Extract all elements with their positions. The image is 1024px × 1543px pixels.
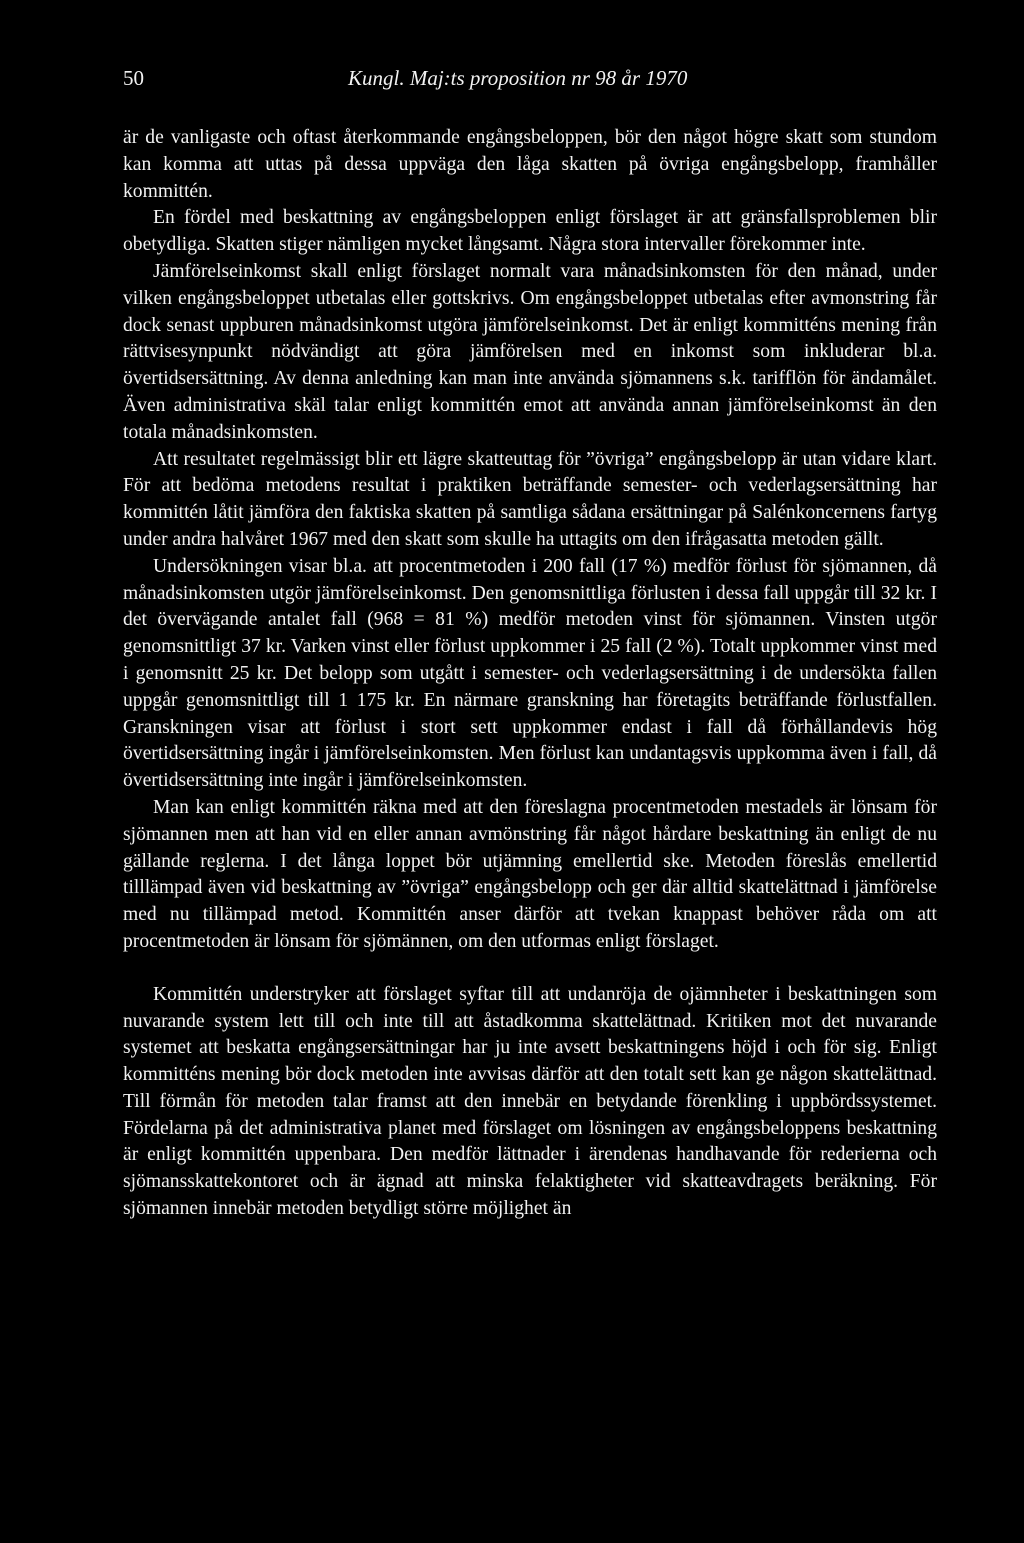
paragraph: Att resultatet regelmässigt blir ett lägre skatteuttag för ”övriga” engångsbelopp är utan vidare klart. För att bedöma metodens resultat i praktiken beträffande semester- och vederlagsersättning har kommittén låtit jämföra den faktiska skatten på samtliga sådana ersättningar på Salénkoncernens fartyg under andra halvåret 1967 med den skatt som skulle ha uttagits om den ifrågasatta metoden gällt. (123, 448, 937, 550)
paragraph: Jämförelseinkomst skall enligt förslaget normalt vara månadsinkomsten för den månad, under vilken engångsbeloppet utbetalas eller gottskrivs. Om engångsbeloppet utbetalas efter avmonstring får dock senast uppburen månadsinkomst utgöra jämförelseinkomst. Det är enligt kommitténs mening från rättvisesynpunkt nödvändigt att göra jämförelsen med en inkomst som inkluderar bl.a. övertidsersättning. Av denna anledning kan man inte använda sjömannens s.k. tarifflön för ändamålet. Även administrativa skäl talar enligt kommittén emot att använda annan jämförelseinkomst än den totala månadsinkomsten. (123, 260, 937, 443)
paragraph: är de vanligaste och oftast återkommande engångsbeloppen, bör den något högre skatt som stundom kan komma att uttas på dessa uppväga den låga skatten på övriga engångsbelopp, framhåller kommittén. (123, 127, 937, 202)
body-text (123, 125, 937, 1223)
page-header (123, 66, 943, 96)
paragraph: Kommittén understryker att förslaget syftar till att undanröja de ojämnheter i beskattningen som nuvarande system lett till och inte till att åstadkomma skattelättnad. Kritiken mot det nuvarande systemet att beskatta engångsersättningar har ju inte avsett beskattningens höjd i och för sig. Enligt kommitténs mening bör dock metoden inte avvisas därför att den totalt sett kan ge någon skattelättnad. Till förmån för metoden talar framst att den innebär en betydande förenkling i uppbördssystemet. Fördelarna på det administrativa planet med förslaget om lösningen av engångsbeloppens beskattning är enligt kommittén uppenbara. Den medför lättnader i ärendenas handhavande för rederierna och sjömansskattekontoret och är ägnad att minska felaktigheter vid skatteavdragets beräkning. För sjömannen innebär metoden betydligt större möjlighet än (123, 983, 937, 1220)
page-number: 50 (123, 66, 144, 90)
paragraph: Man kan enligt kommittén räkna med att den föreslagna procentmetoden mestadels är lönsam för sjömannen men att han vid en eller annan avmönstring får något hårdare beskattning än enligt de nu gällande reglerna. I det långa loppet bör utjämning emellertid ske. Metoden föreslås emellertid tilllämpad även vid beskattning av ”övriga” engångsbelopp och ger där alltid skattelättnad i jämförelse med nu tillämpad metod. Kommittén anser därför att tvekan knappast behöver råda om att procentmetoden är lönsam för sjömännen, om den utformas enligt förslaget. (123, 796, 937, 952)
paragraph: Undersökningen visar bl.a. att procentmetoden i 200 fall (17 %) medför förlust för sjömannen, då månadsinkomsten utgör jämförelseinkomst. Den genomsnittliga förlusten i dessa fall uppgår till 32 kr. I det övervägande antalet fall (968 = 81 %) medför metoden vinst för sjömannen. Vinsten utgör genomsnittligt 37 kr. Varken vinst eller förlust uppkommer i 25 fall (2 %). Totalt uppkommer vinst med i genomsnitt 25 kr. Det belopp som utgått i semester- och vederlagsersättning i de undersökta fallen uppgår genomsnittligt till 1 175 kr. En närmare granskning har företagits beträffande förlustfallen. Granskningen visar att förlust i stort sett uppkommer endast i fall då förhållandevis hög övertidsersättning ingår i jämförelseinkomsten. Men förlust kan undantagsvis uppkomma även i fall, då övertidsersättning inte ingår i jämförelseinkomsten. (123, 555, 937, 792)
paragraph: En fördel med beskattning av engångsbeloppen enligt förslaget är att gränsfallsproblemen blir obetydliga. Skatten stiger nämligen mycket långsamt. Några stora intervaller förekommer inte. (123, 207, 937, 256)
running-title: Kungl. Maj:ts proposition nr 98 år 1970 (348, 66, 688, 90)
